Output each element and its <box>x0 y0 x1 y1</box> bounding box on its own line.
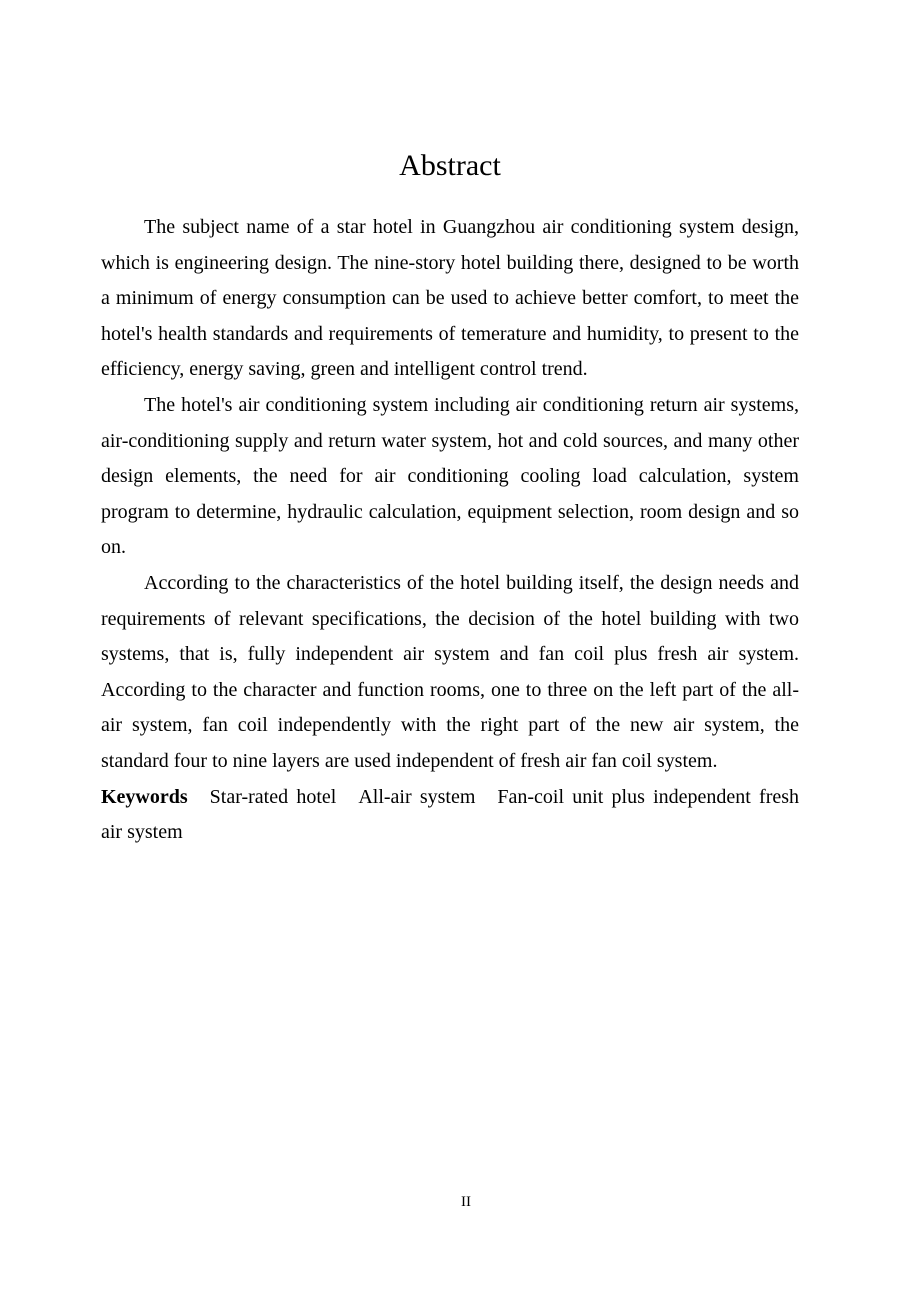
page-number: II <box>461 1194 471 1210</box>
keyword-item: Star-rated hotel <box>209 785 337 808</box>
keywords-line <box>101 780 799 851</box>
abstract-paragraph-3: According to the characteristics of the hotel building itself, the design needs and requirements of relevant specifications, the decision of the hotel building with two systems, that is, fully independent air system and fan coil plus fresh air system. According to the character and function rooms, one to three on the left part of the all-air system, fan coil independently with the right part of the new air system, the standard four to nine layers are used independent of fresh air fan coil system. <box>101 571 799 772</box>
keyword-item: Fan-coil unit plus independent fresh air system <box>101 785 800 844</box>
abstract-paragraph-1: The subject name of a star hotel in Guangzhou air conditioning system design, which is engineering design. The nine-story hotel building there, designed to be worth a minimum of energy consumption can be used to achieve better comfort, to meet the hotel's health standards and requirements of temerature and humidity, to present to the efficiency, energy saving, green and intelligent control trend. <box>101 216 799 381</box>
keyword-item: All-air system <box>358 785 476 808</box>
keywords-label: Keywords <box>101 785 188 808</box>
abstract-paragraph-2: The hotel's air conditioning system including air conditioning return air systems, air-conditioning supply and return water system, hot and cold sources, and many other design elements, the need for air conditioning cooling load calculation, system program to determine, hydraulic calculation, equipment selection, room design and so on. <box>101 393 799 559</box>
abstract-body <box>101 210 799 851</box>
abstract-title: Abstract <box>399 149 501 182</box>
